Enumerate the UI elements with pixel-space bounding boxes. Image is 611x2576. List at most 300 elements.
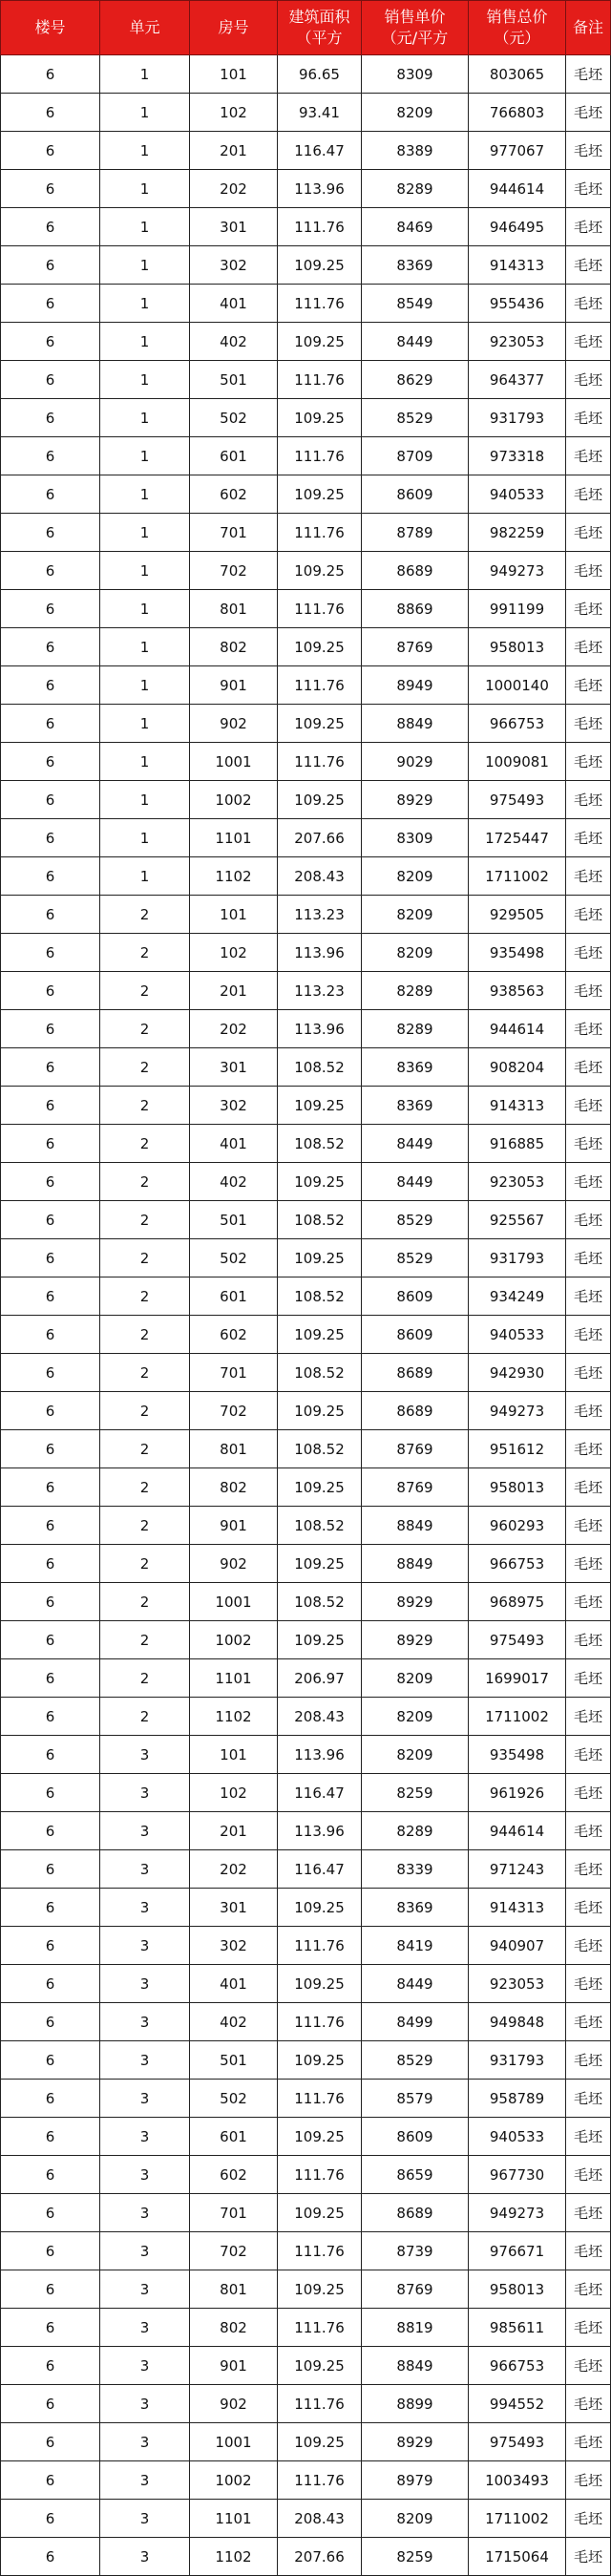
cell-unit-no: 3 (100, 2270, 190, 2309)
cell-remark: 毛坯 (566, 628, 611, 666)
cell-floor-area: 109.25 (278, 1239, 362, 1277)
cell-unit-price: 8869 (362, 590, 469, 628)
table-row (1, 1392, 611, 1430)
cell-room-no: 1001 (190, 743, 278, 781)
cell-remark: 毛坯 (566, 1468, 611, 1507)
cell-total-price: 949273 (469, 2194, 566, 2232)
cell-total-price: 951612 (469, 1430, 566, 1468)
cell-total-price: 916885 (469, 1125, 566, 1163)
cell-room-no: 102 (190, 94, 278, 132)
cell-floor-area: 111.76 (278, 285, 362, 323)
cell-room-no: 602 (190, 2156, 278, 2194)
cell-room-no: 401 (190, 285, 278, 323)
cell-total-price: 960293 (469, 1507, 566, 1545)
cell-room-no: 701 (190, 1354, 278, 1392)
cell-unit-price: 8369 (362, 1087, 469, 1125)
cell-building-no: 6 (1, 1430, 100, 1468)
cell-total-price: 940533 (469, 475, 566, 514)
cell-room-no: 301 (190, 1048, 278, 1087)
cell-unit-no: 2 (100, 972, 190, 1010)
cell-remark: 毛坯 (566, 781, 611, 819)
cell-floor-area: 111.76 (278, 361, 362, 399)
cell-floor-area: 207.66 (278, 2538, 362, 2576)
cell-remark: 毛坯 (566, 1087, 611, 1125)
cell-unit-price: 8419 (362, 1927, 469, 1965)
cell-room-no: 1002 (190, 1621, 278, 1659)
cell-unit-no: 2 (100, 1354, 190, 1392)
cell-total-price: 1003493 (469, 2461, 566, 2500)
cell-unit-price: 8389 (362, 132, 469, 170)
cell-unit-no: 2 (100, 1621, 190, 1659)
cell-building-no: 6 (1, 55, 100, 94)
cell-floor-area: 109.25 (278, 2118, 362, 2156)
cell-total-price: 975493 (469, 1621, 566, 1659)
cell-floor-area: 93.41 (278, 94, 362, 132)
cell-floor-area: 208.43 (278, 857, 362, 896)
cell-unit-price: 8689 (362, 1392, 469, 1430)
table-row (1, 514, 611, 552)
cell-floor-area: 206.97 (278, 1659, 362, 1698)
cell-building-no: 6 (1, 1048, 100, 1087)
cell-unit-price: 8339 (362, 1850, 469, 1889)
cell-unit-no: 2 (100, 1468, 190, 1507)
cell-unit-price: 8209 (362, 896, 469, 934)
table-header (1, 1, 611, 55)
cell-floor-area: 111.76 (278, 1927, 362, 1965)
cell-total-price: 1725447 (469, 819, 566, 857)
cell-remark: 毛坯 (566, 819, 611, 857)
table-row (1, 2194, 611, 2232)
table-row (1, 1545, 611, 1583)
cell-building-no: 6 (1, 666, 100, 705)
cell-unit-price: 8949 (362, 666, 469, 705)
cell-floor-area: 108.52 (278, 1583, 362, 1621)
cell-unit-no: 2 (100, 896, 190, 934)
table-row (1, 1507, 611, 1545)
cell-building-no: 6 (1, 705, 100, 743)
cell-room-no: 102 (190, 1774, 278, 1812)
cell-total-price: 966753 (469, 2347, 566, 2385)
cell-floor-area: 116.47 (278, 132, 362, 170)
table-row (1, 896, 611, 934)
cell-total-price: 975493 (469, 781, 566, 819)
cell-unit-no: 1 (100, 285, 190, 323)
cell-unit-no: 3 (100, 2194, 190, 2232)
cell-building-no: 6 (1, 1354, 100, 1392)
cell-room-no: 901 (190, 1507, 278, 1545)
cell-building-no: 6 (1, 1239, 100, 1277)
cell-room-no: 302 (190, 1087, 278, 1125)
cell-building-no: 6 (1, 514, 100, 552)
cell-remark: 毛坯 (566, 1201, 611, 1239)
cell-unit-price: 8689 (362, 1354, 469, 1392)
cell-building-no: 6 (1, 1392, 100, 1430)
cell-total-price: 946495 (469, 208, 566, 246)
cell-floor-area: 109.25 (278, 1965, 362, 2003)
table-row (1, 743, 611, 781)
cell-unit-price: 8259 (362, 1774, 469, 1812)
header-floor-area (278, 1, 362, 55)
cell-total-price: 958789 (469, 2080, 566, 2118)
cell-remark: 毛坯 (566, 1125, 611, 1163)
cell-total-price: 766803 (469, 94, 566, 132)
cell-building-no: 6 (1, 896, 100, 934)
header-unit-price-line: （元/平方 (381, 29, 449, 47)
cell-remark: 毛坯 (566, 2270, 611, 2309)
cell-total-price: 940907 (469, 1927, 566, 1965)
cell-unit-price: 8659 (362, 2156, 469, 2194)
cell-floor-area: 109.25 (278, 1087, 362, 1125)
cell-unit-no: 3 (100, 2500, 190, 2538)
cell-building-no: 6 (1, 1125, 100, 1163)
cell-remark: 毛坯 (566, 170, 611, 208)
cell-building-no: 6 (1, 1316, 100, 1354)
cell-room-no: 502 (190, 2080, 278, 2118)
table-row (1, 1316, 611, 1354)
table-row (1, 1774, 611, 1812)
cell-unit-price: 8529 (362, 1201, 469, 1239)
table-row (1, 590, 611, 628)
cell-total-price: 976671 (469, 2232, 566, 2270)
cell-room-no: 301 (190, 208, 278, 246)
table-row (1, 94, 611, 132)
cell-building-no: 6 (1, 2118, 100, 2156)
cell-unit-price: 8529 (362, 2041, 469, 2080)
cell-building-no: 6 (1, 934, 100, 972)
cell-unit-no: 1 (100, 361, 190, 399)
cell-unit-price: 8769 (362, 2270, 469, 2309)
cell-remark: 毛坯 (566, 1583, 611, 1621)
cell-remark: 毛坯 (566, 857, 611, 896)
cell-room-no: 702 (190, 1392, 278, 1430)
table-row (1, 1621, 611, 1659)
header-row (1, 1, 611, 55)
cell-unit-no: 1 (100, 590, 190, 628)
table-row (1, 361, 611, 399)
table-row (1, 2500, 611, 2538)
cell-room-no: 501 (190, 2041, 278, 2080)
cell-building-no: 6 (1, 1163, 100, 1201)
table-row (1, 2156, 611, 2194)
cell-remark: 毛坯 (566, 1430, 611, 1468)
cell-room-no: 901 (190, 666, 278, 705)
cell-unit-price: 8259 (362, 2538, 469, 2576)
table-row (1, 170, 611, 208)
cell-unit-price: 8449 (362, 1965, 469, 2003)
table-row (1, 2080, 611, 2118)
cell-total-price: 1000140 (469, 666, 566, 705)
cell-unit-no: 1 (100, 55, 190, 94)
cell-room-no: 801 (190, 2270, 278, 2309)
cell-total-price: 1711002 (469, 2500, 566, 2538)
cell-remark: 毛坯 (566, 361, 611, 399)
cell-unit-price: 8579 (362, 2080, 469, 2118)
cell-unit-no: 3 (100, 2003, 190, 2041)
cell-floor-area: 108.52 (278, 1507, 362, 1545)
cell-remark: 毛坯 (566, 1545, 611, 1583)
cell-remark: 毛坯 (566, 514, 611, 552)
cell-unit-no: 3 (100, 1850, 190, 1889)
table-row (1, 2309, 611, 2347)
cell-remark: 毛坯 (566, 2118, 611, 2156)
header-unit-price (362, 1, 469, 55)
cell-room-no: 1101 (190, 1659, 278, 1698)
cell-unit-no: 1 (100, 475, 190, 514)
header-unit-no (100, 1, 190, 55)
cell-remark: 毛坯 (566, 743, 611, 781)
cell-floor-area: 109.25 (278, 323, 362, 361)
table-row (1, 2423, 611, 2461)
cell-unit-no: 1 (100, 170, 190, 208)
cell-building-no: 6 (1, 1201, 100, 1239)
cell-unit-price: 8929 (362, 1621, 469, 1659)
cell-unit-price: 8609 (362, 475, 469, 514)
cell-total-price: 925567 (469, 1201, 566, 1239)
table-row (1, 285, 611, 323)
cell-unit-price: 8449 (362, 1125, 469, 1163)
cell-room-no: 702 (190, 552, 278, 590)
cell-unit-price: 8369 (362, 246, 469, 285)
cell-total-price: 982259 (469, 514, 566, 552)
cell-total-price: 923053 (469, 1163, 566, 1201)
cell-total-price: 944614 (469, 1010, 566, 1048)
cell-remark: 毛坯 (566, 2500, 611, 2538)
table-row (1, 666, 611, 705)
table-row (1, 2347, 611, 2385)
cell-building-no: 6 (1, 2309, 100, 2347)
cell-room-no: 802 (190, 628, 278, 666)
cell-unit-price: 8789 (362, 514, 469, 552)
cell-unit-no: 1 (100, 94, 190, 132)
table-row (1, 2232, 611, 2270)
cell-room-no: 1002 (190, 2461, 278, 2500)
cell-remark: 毛坯 (566, 399, 611, 437)
table-row (1, 2041, 611, 2080)
cell-remark: 毛坯 (566, 1392, 611, 1430)
cell-building-no: 6 (1, 1889, 100, 1927)
cell-total-price: 949848 (469, 2003, 566, 2041)
cell-remark: 毛坯 (566, 1277, 611, 1316)
cell-room-no: 1101 (190, 819, 278, 857)
cell-remark: 毛坯 (566, 1163, 611, 1201)
cell-unit-no: 3 (100, 1889, 190, 1927)
cell-floor-area: 109.25 (278, 2423, 362, 2461)
cell-building-no: 6 (1, 437, 100, 475)
cell-building-no: 6 (1, 1736, 100, 1774)
cell-unit-price: 8899 (362, 2385, 469, 2423)
cell-unit-no: 3 (100, 2423, 190, 2461)
cell-total-price: 955436 (469, 285, 566, 323)
cell-building-no: 6 (1, 208, 100, 246)
cell-floor-area: 113.96 (278, 1812, 362, 1850)
cell-room-no: 801 (190, 590, 278, 628)
cell-unit-price: 8469 (362, 208, 469, 246)
header-building-no (1, 1, 100, 55)
cell-unit-price: 8849 (362, 1545, 469, 1583)
cell-unit-no: 3 (100, 1736, 190, 1774)
cell-remark: 毛坯 (566, 2080, 611, 2118)
cell-floor-area: 109.25 (278, 1545, 362, 1583)
cell-remark: 毛坯 (566, 2347, 611, 2385)
cell-floor-area: 111.76 (278, 2232, 362, 2270)
cell-unit-no: 3 (100, 2156, 190, 2194)
cell-total-price: 914313 (469, 1087, 566, 1125)
cell-room-no: 102 (190, 934, 278, 972)
cell-building-no: 6 (1, 1507, 100, 1545)
cell-unit-no: 1 (100, 552, 190, 590)
cell-room-no: 101 (190, 1736, 278, 1774)
cell-remark: 毛坯 (566, 2041, 611, 2080)
cell-remark: 毛坯 (566, 246, 611, 285)
cell-unit-price: 8289 (362, 170, 469, 208)
cell-unit-no: 2 (100, 1583, 190, 1621)
table-row (1, 1850, 611, 1889)
cell-total-price: 994552 (469, 2385, 566, 2423)
cell-unit-price: 8209 (362, 1698, 469, 1736)
cell-unit-price: 8369 (362, 1048, 469, 1087)
table-row (1, 2270, 611, 2309)
cell-total-price: 949273 (469, 552, 566, 590)
header-unit-no-line: 单元 (129, 18, 160, 36)
cell-remark: 毛坯 (566, 132, 611, 170)
cell-remark: 毛坯 (566, 1621, 611, 1659)
cell-unit-price: 8929 (362, 2423, 469, 2461)
cell-building-no: 6 (1, 2232, 100, 2270)
cell-remark: 毛坯 (566, 666, 611, 705)
cell-room-no: 502 (190, 399, 278, 437)
cell-floor-area: 108.52 (278, 1201, 362, 1239)
cell-floor-area: 108.52 (278, 1277, 362, 1316)
cell-unit-no: 2 (100, 1392, 190, 1430)
cell-remark: 毛坯 (566, 896, 611, 934)
cell-unit-price: 8929 (362, 781, 469, 819)
cell-unit-price: 8289 (362, 1010, 469, 1048)
cell-total-price: 968975 (469, 1583, 566, 1621)
cell-unit-no: 3 (100, 2385, 190, 2423)
cell-floor-area: 116.47 (278, 1774, 362, 1812)
table-row (1, 552, 611, 590)
cell-building-no: 6 (1, 1774, 100, 1812)
cell-total-price: 949273 (469, 1392, 566, 1430)
cell-room-no: 1102 (190, 857, 278, 896)
cell-building-no: 6 (1, 361, 100, 399)
cell-room-no: 501 (190, 361, 278, 399)
cell-room-no: 601 (190, 437, 278, 475)
cell-remark: 毛坯 (566, 1965, 611, 2003)
table-row (1, 1163, 611, 1201)
cell-building-no: 6 (1, 285, 100, 323)
cell-room-no: 302 (190, 246, 278, 285)
cell-room-no: 902 (190, 2385, 278, 2423)
cell-building-no: 6 (1, 399, 100, 437)
cell-unit-price: 8629 (362, 361, 469, 399)
cell-unit-no: 3 (100, 1965, 190, 2003)
cell-total-price: 991199 (469, 590, 566, 628)
cell-building-no: 6 (1, 475, 100, 514)
header-remark-line: 备注 (572, 18, 603, 36)
cell-unit-price: 8849 (362, 705, 469, 743)
cell-total-price: 908204 (469, 1048, 566, 1087)
cell-unit-no: 2 (100, 1048, 190, 1087)
cell-unit-no: 2 (100, 1545, 190, 1583)
cell-floor-area: 116.47 (278, 1850, 362, 1889)
cell-remark: 毛坯 (566, 2461, 611, 2500)
cell-building-no: 6 (1, 1659, 100, 1698)
cell-unit-no: 2 (100, 1163, 190, 1201)
cell-building-no: 6 (1, 781, 100, 819)
cell-remark: 毛坯 (566, 94, 611, 132)
cell-remark: 毛坯 (566, 323, 611, 361)
cell-building-no: 6 (1, 2270, 100, 2309)
cell-total-price: 944614 (469, 1812, 566, 1850)
cell-building-no: 6 (1, 2538, 100, 2576)
cell-floor-area: 113.96 (278, 170, 362, 208)
cell-floor-area: 113.23 (278, 896, 362, 934)
cell-total-price: 1711002 (469, 857, 566, 896)
cell-total-price: 967730 (469, 2156, 566, 2194)
table-row (1, 1277, 611, 1316)
cell-unit-no: 1 (100, 246, 190, 285)
cell-room-no: 101 (190, 896, 278, 934)
cell-unit-price: 8929 (362, 1583, 469, 1621)
cell-unit-no: 1 (100, 857, 190, 896)
cell-unit-price: 8979 (362, 2461, 469, 2500)
table-row (1, 628, 611, 666)
cell-total-price: 914313 (469, 1889, 566, 1927)
cell-floor-area: 208.43 (278, 2500, 362, 2538)
cell-unit-no: 2 (100, 1239, 190, 1277)
cell-floor-area: 113.96 (278, 1010, 362, 1048)
table-row (1, 1927, 611, 1965)
cell-building-no: 6 (1, 323, 100, 361)
cell-floor-area: 108.52 (278, 1430, 362, 1468)
cell-floor-area: 109.25 (278, 552, 362, 590)
cell-remark: 毛坯 (566, 2232, 611, 2270)
cell-room-no: 401 (190, 1125, 278, 1163)
cell-total-price: 923053 (469, 1965, 566, 2003)
cell-room-no: 201 (190, 1812, 278, 1850)
cell-floor-area: 109.25 (278, 705, 362, 743)
cell-unit-no: 3 (100, 2309, 190, 2347)
cell-total-price: 938563 (469, 972, 566, 1010)
table-row (1, 399, 611, 437)
cell-unit-price: 8209 (362, 934, 469, 972)
cell-unit-no: 1 (100, 399, 190, 437)
cell-unit-price: 8689 (362, 552, 469, 590)
cell-floor-area: 208.43 (278, 1698, 362, 1736)
cell-room-no: 202 (190, 170, 278, 208)
cell-floor-area: 111.76 (278, 2003, 362, 2041)
cell-room-no: 202 (190, 1010, 278, 1048)
cell-total-price: 935498 (469, 934, 566, 972)
cell-floor-area: 109.25 (278, 1392, 362, 1430)
cell-building-no: 6 (1, 2080, 100, 2118)
cell-unit-no: 1 (100, 666, 190, 705)
cell-unit-price: 8849 (362, 2347, 469, 2385)
cell-room-no: 201 (190, 132, 278, 170)
cell-building-no: 6 (1, 2500, 100, 2538)
cell-unit-no: 2 (100, 1659, 190, 1698)
table-row (1, 1048, 611, 1087)
table-row (1, 2461, 611, 2500)
cell-building-no: 6 (1, 1812, 100, 1850)
cell-unit-price: 9029 (362, 743, 469, 781)
cell-building-no: 6 (1, 628, 100, 666)
table-row (1, 132, 611, 170)
cell-total-price: 966753 (469, 1545, 566, 1583)
cell-floor-area: 207.66 (278, 819, 362, 857)
cell-building-no: 6 (1, 1621, 100, 1659)
